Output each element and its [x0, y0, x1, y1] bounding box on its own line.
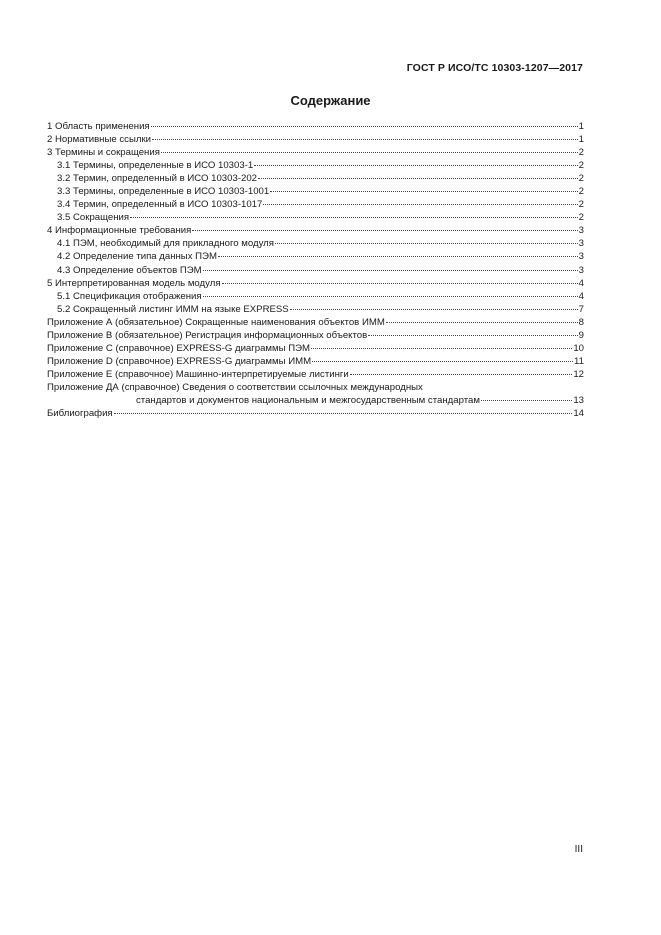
toc-entry-continuation[interactable]: [47, 394, 584, 407]
toc-entry-label: Приложение В (обязательное) Регистрация информационных объектов: [47, 329, 368, 341]
toc-entry-label: 3 Термины и сокращения: [47, 147, 160, 159]
toc-entry[interactable]: [47, 120, 584, 133]
toc-entry[interactable]: [47, 277, 584, 290]
toc-leader-dots: [270, 190, 577, 192]
toc-subentry[interactable]: [47, 303, 584, 316]
toc-subentry[interactable]: [47, 198, 584, 211]
toc-entry-page: 2: [578, 160, 584, 172]
toc-subentry[interactable]: [47, 250, 584, 263]
toc-entry-page: 4: [578, 290, 584, 302]
toc-leader-dots: [151, 125, 578, 127]
toc-subentry[interactable]: [47, 211, 584, 224]
toc-leader-dots: [254, 164, 577, 166]
toc-leader-dots: [114, 412, 573, 414]
toc-subentry[interactable]: [47, 264, 584, 277]
toc-entry-page: 3: [578, 225, 584, 237]
toc-entry[interactable]: [47, 224, 584, 237]
toc-leader-dots: [192, 229, 577, 231]
toc-leader-dots: [263, 203, 577, 205]
toc-entry-page: 2: [578, 212, 584, 224]
toc-entry-label: Приложение А (обязательное) Сокращенные наименования объектов ИММ: [47, 316, 385, 328]
toc-subentry[interactable]: [47, 159, 584, 172]
toc-entry-label: 1 Область применения: [47, 121, 150, 132]
toc-entry-page: 2: [578, 147, 584, 159]
toc-leader-dots: [275, 242, 578, 244]
toc-leader-dots: [481, 399, 572, 401]
toc-entry-page: 10: [573, 342, 584, 354]
toc-entry-page: 8: [578, 316, 584, 328]
toc-title: Содержание: [290, 93, 371, 108]
toc-entry-page: 13: [573, 394, 584, 406]
toc-leader-dots: [218, 255, 578, 257]
toc-subentry[interactable]: [47, 172, 584, 185]
toc-subentry[interactable]: [47, 185, 584, 198]
toc-entry-page: 2: [578, 199, 584, 211]
toc-entry-page: 1: [578, 121, 584, 132]
toc-leader-dots: [152, 138, 578, 140]
toc-entry-label: 5.2 Сокращенный листинг ИММ на языке EXPRESS: [57, 303, 289, 315]
toc-entry[interactable]: [47, 342, 584, 355]
toc-entry-label: 4.3 Определение объектов ПЭМ: [57, 264, 202, 276]
toc-entry[interactable]: [47, 133, 584, 146]
toc-entry-label: Приложение Е (справочное) Машинно-интерпретируемые листинги: [47, 368, 349, 380]
toc-leader-dots: [130, 216, 578, 218]
toc-entry-label: Библиография: [47, 408, 113, 420]
toc-entry-label: 5 Интерпретированная модель модуля: [47, 277, 221, 289]
toc-entry[interactable]: [47, 368, 584, 381]
toc-entry[interactable]: [47, 355, 584, 368]
toc-entry-label: 4 Информационные требования: [47, 225, 192, 237]
toc-entry-page: 3: [578, 238, 584, 250]
toc-entry-label: Приложение ДА (справочное) Сведения о соответствии ссылочных международных: [47, 381, 423, 393]
toc-entry-label: 2 Нормативные ссылки: [47, 134, 152, 146]
toc-entry-page: 2: [578, 173, 584, 185]
toc-subentry[interactable]: [47, 290, 584, 303]
document-id: ГОСТ Р ИСО/ТС 10303-1207—2017: [406, 62, 583, 74]
toc-entry-page: 3: [578, 251, 584, 263]
toc-entry[interactable]: [47, 146, 584, 159]
toc-entry[interactable]: [47, 407, 584, 420]
page-number: III: [574, 844, 583, 855]
toc-leader-dots: [203, 269, 578, 271]
toc-leader-dots: [258, 177, 578, 179]
toc-entry-label: 3.1 Термины, определенные в ИСО 10303-1: [57, 160, 254, 172]
toc-entry-page: 11: [574, 355, 584, 367]
toc-leader-dots: [368, 334, 577, 336]
table-of-contents: [47, 120, 584, 420]
toc-entry-page: 4: [578, 277, 584, 289]
toc-leader-dots: [386, 321, 578, 323]
toc-entry[interactable]: [47, 381, 584, 394]
toc-entry-label: 3.2 Термин, определенный в ИСО 10303-202: [57, 173, 258, 185]
toc-entry-page: 12: [573, 368, 584, 380]
toc-entry-label: 4.1 ПЭМ, необходимый для прикладного модуля: [57, 238, 274, 250]
toc-leader-dots: [311, 347, 572, 349]
toc-entry-label: 4.2 Определение типа данных ПЭМ: [57, 251, 217, 263]
toc-entry-page: 3: [578, 264, 584, 276]
toc-leader-dots: [203, 295, 578, 297]
toc-entry-label: 5.1 Спецификация отображения: [57, 290, 202, 302]
toc-entry-page: 7: [578, 303, 584, 315]
toc-entry-page: 9: [578, 329, 584, 341]
toc-leader-dots: [161, 151, 578, 153]
toc-leader-dots: [350, 373, 573, 375]
toc-subentry[interactable]: [47, 237, 584, 250]
toc-entry-page: 1: [578, 134, 584, 146]
toc-entry-page: 2: [578, 186, 584, 198]
toc-entry[interactable]: [47, 316, 584, 329]
toc-leader-dots: [222, 282, 578, 284]
toc-leader-dots: [312, 360, 573, 362]
toc-entry-label: 3.3 Термины, определенные в ИСО 10303-1001: [57, 186, 270, 198]
toc-entry-label: 3.5 Сокращения: [57, 212, 130, 224]
toc-entry[interactable]: [47, 329, 584, 342]
toc-entry-label-continuation: стандартов и документов национальным и межгосударственным стандартам: [136, 394, 480, 406]
toc-leader-dots: [290, 308, 578, 310]
toc-entry-label: Приложение С (справочное) EXPRESS-G диаграммы ПЭМ: [47, 342, 310, 354]
toc-entry-page: 14: [573, 408, 584, 420]
toc-entry-label: 3.4 Термин, определенный в ИСО 10303-1017: [57, 199, 263, 211]
toc-entry-label: Приложение D (справочное) EXPRESS-G диаграммы ИММ: [47, 355, 312, 367]
